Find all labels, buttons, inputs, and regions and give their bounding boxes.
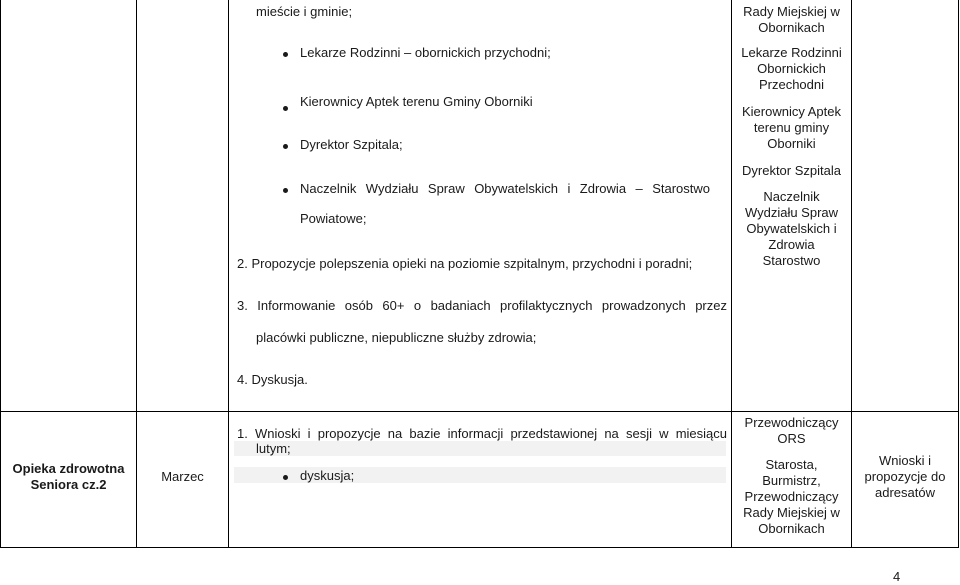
- row2-responsible-1-line: Przewodniczący: [744, 415, 839, 430]
- responsible-3: [732, 104, 851, 152]
- responsible-2-line: Przechodni: [758, 77, 825, 92]
- responsible-5-line: Naczelnik: [763, 189, 820, 204]
- row2-outcome-line: propozycje do: [864, 469, 946, 484]
- table-border-right: [958, 0, 959, 548]
- responsible-5-line: Wydziału Spraw: [744, 205, 839, 220]
- responsible-5: [732, 189, 851, 269]
- responsible-5-line: Zdrowia: [768, 237, 815, 252]
- row2-responsible-2-line: Starosta,: [765, 457, 818, 472]
- table-col-line-1: [136, 0, 137, 548]
- bullet-icon: [283, 475, 288, 480]
- row2-responsible-2-line: Burmistrz,: [762, 473, 821, 488]
- shaded-line: [234, 441, 726, 456]
- responsible-2-line: Obornickich: [757, 61, 826, 76]
- intro-tail: mieście i gminie;: [256, 4, 353, 19]
- responsible-5-line: Starostwo: [762, 253, 821, 268]
- agenda-item-4: 4. Dyskusja.: [237, 372, 308, 387]
- responsible-1-line: Rady Miejskiej w: [743, 4, 840, 19]
- responsible-5-line: Obywatelskich i: [746, 221, 837, 236]
- bullet-icon: [283, 188, 288, 193]
- responsible-2-line: Lekarze Rodzinni: [741, 45, 842, 60]
- table-border-bottom: [0, 547, 959, 548]
- bullet-item-4: Naczelnik Wydziału Spraw Obywatelskich i Zdrowia – Starostwo: [300, 181, 710, 196]
- responsible-1-line: Obornikach: [758, 20, 825, 35]
- bullet-item-2: Kierownicy Aptek terenu Gminy Oborniki: [300, 94, 533, 109]
- row2-topic: [1, 461, 136, 493]
- responsible-3-line: Oborniki: [767, 136, 816, 151]
- row2-responsible-2-line: Rady Miejskiej w: [743, 505, 840, 520]
- bullet-icon: [283, 52, 288, 57]
- row2-responsible-2-line: Obornikach: [758, 521, 825, 536]
- table-col-line-2: [228, 0, 229, 548]
- row2-outcome-line: adresatów: [875, 485, 935, 500]
- row2-responsible-1: [732, 415, 851, 447]
- row2-topic-line: Opieka zdrowotna: [12, 461, 125, 476]
- responsible-3-line: terenu gminy: [753, 120, 830, 135]
- bullet-item-3: Dyrektor Szpitala;: [300, 137, 403, 152]
- responsible-3-line: Kierownicy Aptek: [742, 104, 841, 119]
- responsible-4: Dyrektor Szpitala: [742, 163, 841, 178]
- row2-item-1-line-1: 1. Wnioski i propozycje na bazie informacji przedstawionej na sesji w miesiącu: [237, 426, 727, 441]
- bullet-icon: [283, 106, 288, 111]
- agenda-item-2: 2. Propozycje polepszenia opieki na poziomie szpitalnym, przychodni i poradni;: [237, 256, 693, 271]
- row2-topic-line: Seniora cz.2: [30, 477, 107, 492]
- row2-month: Marzec: [161, 469, 204, 484]
- row2-bullet: dyskusja;: [300, 468, 355, 483]
- bullet-icon: [283, 144, 288, 149]
- row2-outcome-line: Wnioski i: [878, 453, 931, 468]
- row2-responsible-2-line: Przewodniczący: [744, 489, 839, 504]
- row2-item-1-line-2: lutym;: [256, 441, 291, 456]
- table-row-divider: [0, 411, 959, 412]
- agenda-item-3-line-2: placówki publiczne, niepubliczne służby zdrowia;: [256, 330, 537, 345]
- row2-responsible-2: [732, 457, 851, 537]
- bullet-item-1: Lekarze Rodzinni – obornickich przychodni;: [300, 45, 551, 60]
- responsible-2: [732, 45, 851, 93]
- row2-outcome: [852, 453, 958, 501]
- bullet-item-4-continued: Powiatowe;: [300, 211, 367, 226]
- row2-responsible-1-line: ORS: [777, 431, 806, 446]
- responsible-1: [732, 4, 851, 36]
- page-number: 4: [893, 569, 901, 584]
- agenda-item-3-line-1: 3. Informowanie osób 60+ o badaniach profilaktycznych prowadzonych przez: [237, 298, 727, 313]
